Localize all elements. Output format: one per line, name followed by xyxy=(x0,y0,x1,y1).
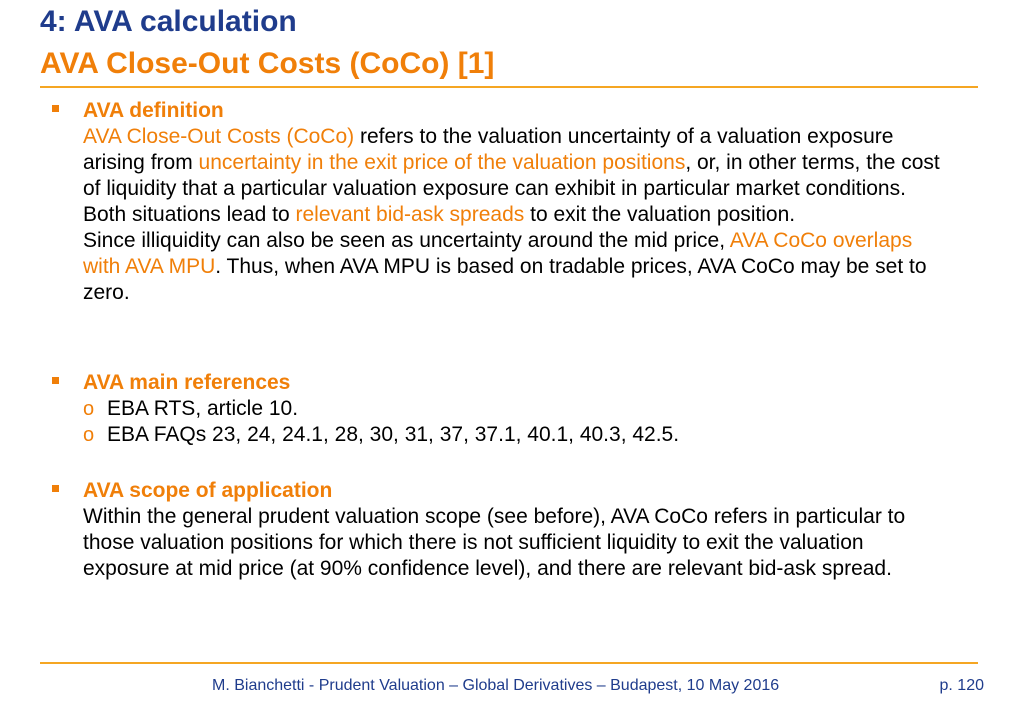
definition-heading: AVA definition xyxy=(83,99,224,122)
square-bullet-icon xyxy=(52,377,59,384)
definition-highlight-3: relevant bid-ask spreads xyxy=(295,203,525,226)
definition-highlight-4: AVA CoCo overlaps with AVA MPU xyxy=(83,229,913,278)
reference-item: o EBA FAQs 23, 24, 24.1, 28, 30, 31, 37, 37.1, 40.1, 40.3, 42.5. xyxy=(83,423,680,446)
definition-paragraph-1: AVA Close-Out Costs (CoCo) refers to the valuation uncertainty of a valuation exposure arising from uncertainty in the exit price of the valuation positions, or, in other terms, the cost of liquidity that a particular valuation exposure can exhibit in particular market conditions. Both situations lead to relevant bid-ask spreads to exit the valuation position. xyxy=(83,125,940,226)
footer-divider xyxy=(40,662,978,664)
page-title: 4: AVA calculation xyxy=(40,5,297,38)
definition-section xyxy=(52,98,952,306)
references-section xyxy=(52,370,952,448)
scope-section xyxy=(52,478,952,582)
scope-heading: AVA scope of application xyxy=(83,479,333,502)
square-bullet-icon xyxy=(52,485,59,492)
scope-paragraph: Within the general prudent valuation scope (see before), AVA CoCo refers in particular to those valuation positions for which there is not sufficient liquidity to exit the valuation exposure at mid price (at 90% confidence level), and there are relevant bid-ask spread. xyxy=(83,505,906,580)
definition-paragraph-2: Since illiquidity can also be seen as uncertainty around the mid price, AVA CoCo overlaps with AVA MPU. Thus, when AVA MPU is based on tradable prices, AVA CoCo may be set to zero. xyxy=(83,229,927,304)
circle-bullet-icon: o xyxy=(83,398,95,420)
reference-item: o EBA RTS, article 10. xyxy=(83,397,299,420)
footer-citation: M. Bianchetti - Prudent Valuation – Global Derivatives – Budapest, 10 May 2016 xyxy=(212,677,780,694)
circle-bullet-icon: o xyxy=(83,424,95,446)
definition-highlight-1: AVA Close-Out Costs (CoCo) xyxy=(83,125,355,148)
page-subtitle: AVA Close-Out Costs (CoCo) [1] xyxy=(40,47,495,80)
square-bullet-icon xyxy=(52,105,59,112)
references-heading: AVA main references xyxy=(83,371,291,394)
definition-highlight-2: uncertainty in the exit price of the valuation positions xyxy=(198,151,686,174)
page-number: p. 120 xyxy=(939,677,984,694)
header-divider xyxy=(40,86,978,88)
